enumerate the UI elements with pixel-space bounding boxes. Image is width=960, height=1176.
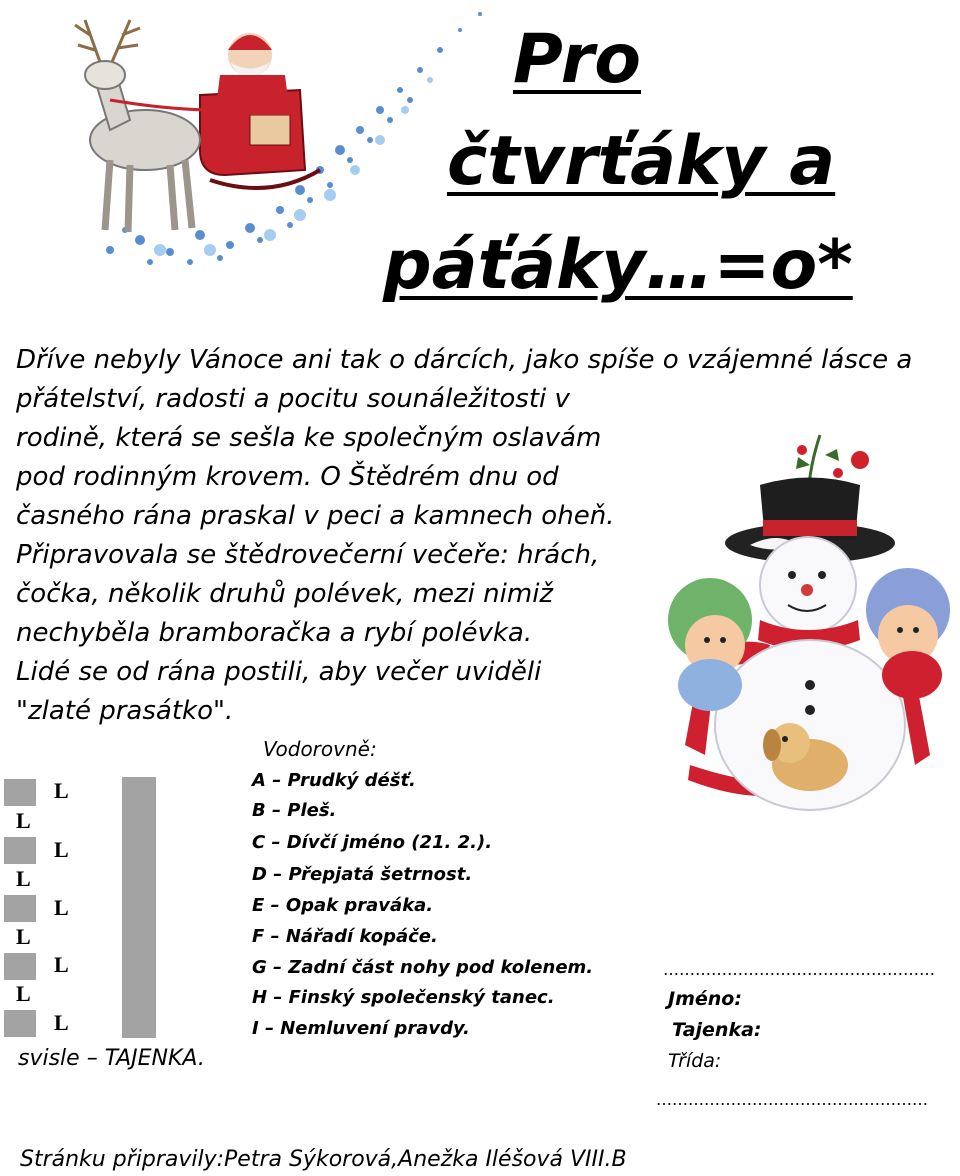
vertical-solution-label: svisle – TAJENKA. — [18, 1046, 205, 1071]
crossword-cell[interactable] — [4, 953, 36, 980]
title-line-1: Pro — [513, 20, 641, 99]
crossword-letter: L — [54, 952, 69, 977]
crossword-letter: L — [54, 837, 69, 862]
answer-label: Tajenka: — [672, 1019, 762, 1041]
title-line-2: čtvrťáky a — [447, 122, 836, 201]
intro-line-6: Připravovala se štědrovečerní večeře: hrách, — [16, 540, 600, 570]
crossword-cell[interactable] — [4, 779, 36, 806]
crossword-cell[interactable] — [4, 837, 36, 864]
snowman-illustration — [660, 425, 950, 815]
intro-line-4: pod rodinným krovem. O Štědrém dnu od — [16, 462, 559, 492]
clue-c: C – Dívčí jméno (21. 2.). — [252, 832, 493, 853]
crossword-letter: L — [16, 981, 31, 1006]
intro-line-7: čočka, několik druhů polévek, mezi nimiž — [16, 579, 554, 609]
intro-line-3: rodině, která se sešla ke společným oslavám — [16, 423, 602, 453]
crossword-letter: L — [54, 1010, 69, 1035]
intro-line-8: nechyběla bramboračka a rybí polévka. — [16, 618, 533, 648]
intro-line-9: Lidé se od rána postili, aby večer uviděli — [16, 657, 542, 687]
intro-line-1: Dříve nebyly Vánoce ani tak o dárcích, jako spíše o vzájemné lásce a — [16, 345, 913, 375]
intro-line-2: přátelství, radosti a pocitu sounáležitosti v — [16, 384, 570, 414]
crossword-cell[interactable] — [4, 895, 36, 922]
class-label: Třída: — [668, 1050, 722, 1072]
crossword-solution-column[interactable] — [122, 777, 156, 1038]
intro-line-10: "zlaté prasátko". — [16, 696, 234, 726]
clue-e: E – Opak praváka. — [252, 895, 434, 916]
clue-g: G – Zadní část nohy pod kolenem. — [252, 957, 594, 978]
name-label: Jméno: — [668, 988, 742, 1010]
clue-a: A – Prudký déšť. — [252, 770, 416, 791]
crossword-letter: L — [16, 808, 31, 833]
clue-b: B – Pleš. — [252, 800, 337, 821]
crossword-letter: L — [54, 895, 69, 920]
crossword-letter: L — [16, 924, 31, 949]
clues-heading: Vodorovně: — [263, 737, 377, 761]
form-dots-top: …………………………………………… — [663, 960, 935, 979]
clue-d: D – Přepjatá šetrnost. — [252, 864, 473, 885]
crossword-letter: L — [16, 866, 31, 891]
title-line-3: páťáky…=o* — [383, 226, 853, 305]
form-dots-bottom: …………………………………………… — [656, 1090, 928, 1109]
clue-h: H – Finský společenský tanec. — [252, 987, 555, 1008]
intro-line-5: časného rána praskal v peci a kamnech oheň. — [16, 501, 615, 531]
crossword-cell[interactable] — [4, 1010, 36, 1037]
footer-credits: Stránku připravily:Petra Sýkorová,Anežka Iléšová VIII.B — [20, 1147, 627, 1172]
crossword-letter: L — [54, 778, 69, 803]
clue-f: F – Nářadí kopáče. — [252, 926, 438, 947]
clue-i: I – Nemluvení pravdy. — [252, 1018, 470, 1039]
